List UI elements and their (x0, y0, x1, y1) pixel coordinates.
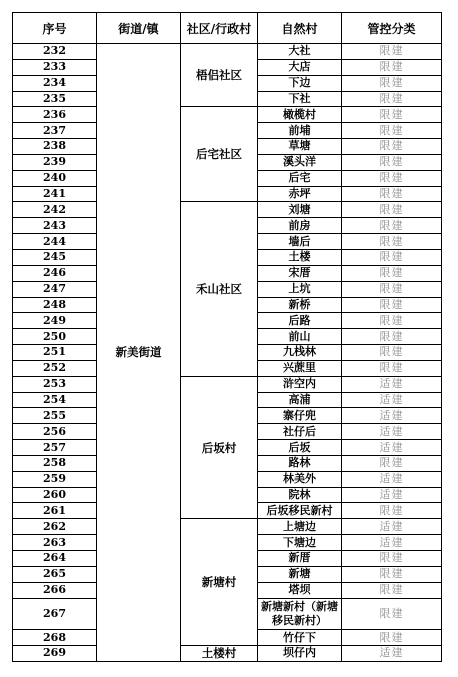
serial-cell: 232 (13, 44, 97, 60)
community-cell: 后宅社区 (181, 107, 258, 202)
control-category-cell: 限建 (342, 598, 442, 630)
control-category-cell: 限建 (342, 566, 442, 582)
community-cell: 梧侣社区 (181, 44, 258, 107)
control-category-cell: 适建 (342, 376, 442, 392)
serial-cell: 256 (13, 424, 97, 440)
table-row (13, 376, 442, 392)
control-category-cell: 限建 (342, 360, 442, 376)
village-cell: 九栈林 (258, 345, 342, 361)
serial-cell: 263 (13, 535, 97, 551)
header-serial: 序号 (13, 13, 97, 44)
control-category-cell: 限建 (342, 139, 442, 155)
serial-cell: 243 (13, 218, 97, 234)
serial-cell: 258 (13, 455, 97, 471)
serial-cell: 242 (13, 202, 97, 218)
serial-cell: 259 (13, 471, 97, 487)
village-cell: 林美外 (258, 471, 342, 487)
serial-cell: 235 (13, 91, 97, 107)
serial-cell: 269 (13, 646, 97, 662)
control-category-cell: 限建 (342, 455, 442, 471)
control-category-cell: 限建 (342, 123, 442, 139)
control-category-cell: 限建 (342, 186, 442, 202)
village-cell: 塔坝 (258, 582, 342, 598)
header-street: 街道/镇 (97, 13, 181, 44)
table-row (13, 202, 442, 218)
village-cell: 后坂 (258, 440, 342, 456)
table-row (13, 519, 442, 535)
header-control: 管控分类 (342, 13, 442, 44)
serial-cell: 237 (13, 123, 97, 139)
serial-cell: 247 (13, 281, 97, 297)
header-community: 社区/行政村 (181, 13, 258, 44)
village-cell: 橄榄村 (258, 107, 342, 123)
control-category-cell: 限建 (342, 551, 442, 567)
village-cell: 上塘边 (258, 519, 342, 535)
village-cell: 社仔后 (258, 424, 342, 440)
village-cell: 大社 (258, 44, 342, 60)
serial-cell: 254 (13, 392, 97, 408)
serial-cell: 236 (13, 107, 97, 123)
table-row (13, 107, 442, 123)
table-row (13, 646, 442, 662)
serial-cell: 252 (13, 360, 97, 376)
village-cell: 溪头洋 (258, 154, 342, 170)
serial-cell: 241 (13, 186, 97, 202)
control-category-cell: 限建 (342, 202, 442, 218)
village-cell: 后坂移民新村 (258, 503, 342, 519)
control-category-cell: 适建 (342, 440, 442, 456)
serial-cell: 246 (13, 265, 97, 281)
serial-cell: 240 (13, 170, 97, 186)
village-cell: 下塘边 (258, 535, 342, 551)
village-cell: 高浦 (258, 392, 342, 408)
community-cell: 土楼村 (181, 646, 258, 662)
serial-cell: 268 (13, 630, 97, 646)
village-cell: 新厝 (258, 551, 342, 567)
serial-cell: 267 (13, 598, 97, 630)
control-category-cell: 限建 (342, 630, 442, 646)
control-category-cell: 限建 (342, 265, 442, 281)
control-category-cell: 限建 (342, 107, 442, 123)
control-category-cell: 限建 (342, 503, 442, 519)
control-category-cell: 适建 (342, 646, 442, 662)
village-cell: 后路 (258, 313, 342, 329)
serial-cell: 248 (13, 297, 97, 313)
control-category-cell: 限建 (342, 59, 442, 75)
village-cell: 大店 (258, 59, 342, 75)
control-category-cell: 限建 (342, 154, 442, 170)
village-cell: 下社 (258, 91, 342, 107)
community-cell: 禾山社区 (181, 202, 258, 376)
table-header (13, 13, 442, 44)
village-cell: 赤坪 (258, 186, 342, 202)
serial-cell: 249 (13, 313, 97, 329)
village-cell: 草塘 (258, 139, 342, 155)
serial-cell: 253 (13, 376, 97, 392)
control-category-cell: 适建 (342, 392, 442, 408)
control-category-cell: 限建 (342, 345, 442, 361)
village-cell: 浒空内 (258, 376, 342, 392)
control-category-cell: 限建 (342, 249, 442, 265)
street-cell: 新美街道 (97, 44, 181, 662)
serial-cell: 234 (13, 75, 97, 91)
serial-cell: 264 (13, 551, 97, 567)
control-category-cell: 适建 (342, 487, 442, 503)
control-category-cell: 适建 (342, 519, 442, 535)
control-category-cell: 适建 (342, 408, 442, 424)
village-cell: 下边 (258, 75, 342, 91)
serial-cell: 239 (13, 154, 97, 170)
control-category-cell: 限建 (342, 329, 442, 345)
control-category-cell: 限建 (342, 75, 442, 91)
village-cell: 上坑 (258, 281, 342, 297)
serial-cell: 233 (13, 59, 97, 75)
table-body (13, 44, 442, 662)
serial-cell: 262 (13, 519, 97, 535)
control-category-cell: 适建 (342, 535, 442, 551)
village-cell: 竹仔下 (258, 630, 342, 646)
control-category-cell: 限建 (342, 297, 442, 313)
control-category-cell: 限建 (342, 234, 442, 250)
header-village: 自然村 (258, 13, 342, 44)
control-category-cell: 限建 (342, 313, 442, 329)
village-cell: 兴蔗里 (258, 360, 342, 376)
village-cell: 寨仔兜 (258, 408, 342, 424)
village-cell: 前山 (258, 329, 342, 345)
control-category-cell: 限建 (342, 218, 442, 234)
serial-cell: 260 (13, 487, 97, 503)
serial-cell: 265 (13, 566, 97, 582)
village-cell: 新塘 (258, 566, 342, 582)
control-category-cell: 限建 (342, 582, 442, 598)
serial-cell: 250 (13, 329, 97, 345)
serial-cell: 266 (13, 582, 97, 598)
village-cell: 土楼 (258, 249, 342, 265)
control-category-cell: 限建 (342, 91, 442, 107)
header-row (13, 13, 442, 44)
community-cell: 新塘村 (181, 519, 258, 646)
serial-cell: 257 (13, 440, 97, 456)
village-cell: 刘塘 (258, 202, 342, 218)
serial-cell: 261 (13, 503, 97, 519)
village-cell: 新桥 (258, 297, 342, 313)
serial-cell: 238 (13, 139, 97, 155)
village-cell: 后宅 (258, 170, 342, 186)
control-category-cell: 限建 (342, 281, 442, 297)
control-category-cell: 适建 (342, 424, 442, 440)
serial-cell: 251 (13, 345, 97, 361)
village-cell: 前埔 (258, 123, 342, 139)
serial-cell: 244 (13, 234, 97, 250)
serial-cell: 255 (13, 408, 97, 424)
village-cell: 坝仔内 (258, 646, 342, 662)
village-cell: 前房 (258, 218, 342, 234)
village-cell: 宋厝 (258, 265, 342, 281)
village-control-table (12, 12, 442, 662)
village-cell: 路林 (258, 455, 342, 471)
serial-cell: 245 (13, 249, 97, 265)
control-category-cell: 适建 (342, 471, 442, 487)
control-category-cell: 限建 (342, 44, 442, 60)
village-cell: 院林 (258, 487, 342, 503)
table-row (13, 44, 442, 60)
community-cell: 后坂村 (181, 376, 258, 519)
control-category-cell: 限建 (342, 170, 442, 186)
village-cell: 墙后 (258, 234, 342, 250)
village-cell: 新塘新村（新塘移民新村） (258, 598, 342, 630)
